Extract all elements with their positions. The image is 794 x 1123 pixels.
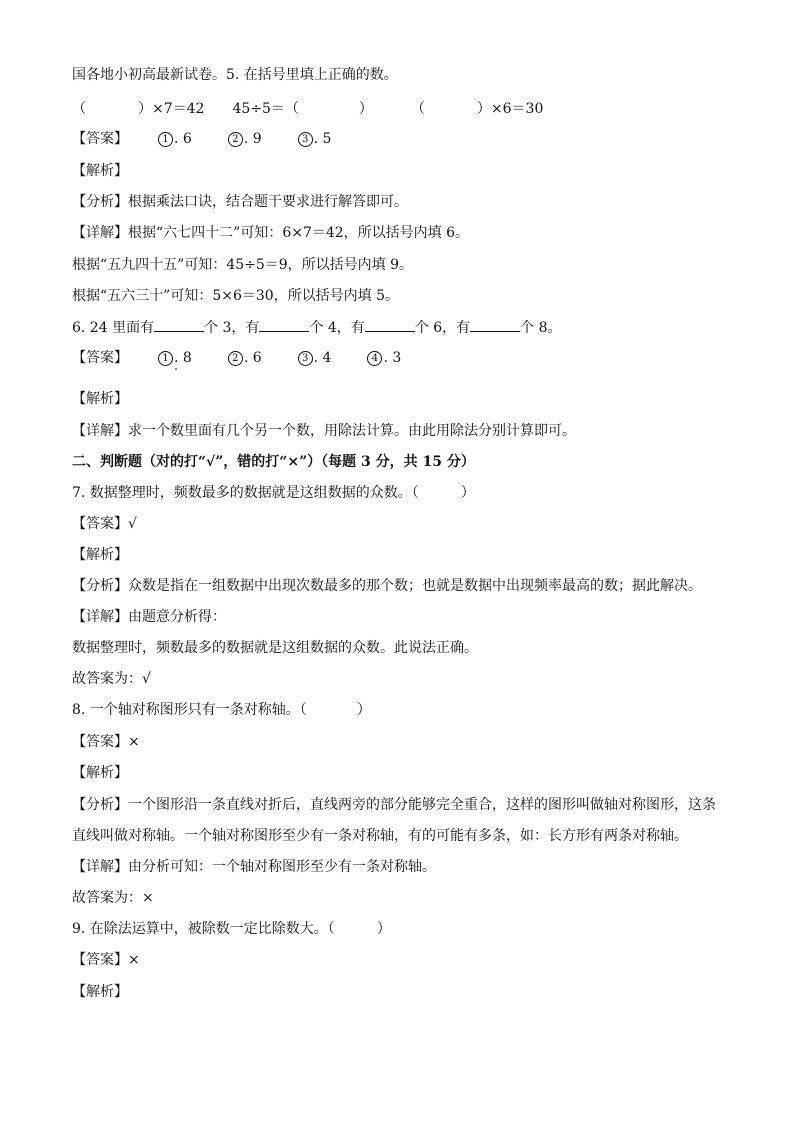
q6-part-5: 个 8。 [520, 320, 562, 336]
answer-tag: 【答案】 [72, 131, 128, 147]
circle-3: 3 [298, 132, 313, 147]
q9-question [72, 920, 391, 938]
circle-1: 1 [158, 132, 173, 147]
q9-close: ） [376, 921, 391, 937]
q6-answer [72, 349, 401, 367]
fenxi-tag: 【分析】 [72, 194, 128, 210]
q6-part-4: 个 6，有 [414, 320, 471, 336]
q5-answer-2: . 9 [243, 131, 262, 147]
answer-tag: 【答案】 [72, 516, 128, 532]
q6-detail [72, 422, 576, 440]
q6-question [72, 318, 562, 336]
q8-fenxi [72, 796, 716, 814]
q8-fenxi-line-2: 直线叫做对称轴。一个轴对称图形至少有一条对称轴，有的可能有多条，如：长方形有两条对称轴。 [72, 828, 688, 844]
eq3-close: ）×6＝30 [476, 101, 544, 117]
circle-2: 2 [228, 351, 243, 366]
q7-detail-text: 由题意分析得： [128, 609, 226, 625]
stray-dot [175, 368, 177, 370]
q6-part-1: 6. 24 里面有 [72, 320, 155, 336]
circle-2: 2 [228, 132, 243, 147]
q7-fenxi [72, 577, 702, 595]
q5-detail [72, 224, 469, 242]
eq1-open: （ [72, 101, 86, 117]
q5-detail-line-3: 根据“五六三十”可知：5×6＝30，所以括号内填 5。 [72, 288, 400, 304]
circle-3: 3 [298, 351, 313, 366]
q7-fenxi-text: 众数是指在一组数据中出现次数最多的那个数；也就是数据中出现频率最高的数；据此解决。 [128, 578, 702, 594]
q7-analysis-tag: 【解析】 [72, 547, 128, 563]
q6-blank-3 [365, 318, 415, 332]
q9-answer [72, 951, 140, 969]
eq1-close: ）×7＝42 [138, 101, 205, 117]
q5-detail-line-2: 根据“五九四十五”可知：45÷5＝9，所以括号内填 9。 [72, 257, 414, 273]
q7-detail [72, 608, 226, 626]
q7-text: 7. 数据整理时，频数最多的数据就是这组数据的众数。（ [72, 485, 419, 501]
q6-answer-3: . 4 [313, 350, 332, 366]
q7-answer-value: √ [128, 516, 137, 532]
q6-blank-4 [470, 318, 520, 332]
q9-answer-value: × [128, 952, 140, 968]
answer-tag: 【答案】 [72, 952, 128, 968]
q7-final: 故答案为：√ [72, 671, 151, 687]
q8-question [72, 701, 371, 719]
q8-answer [72, 733, 140, 751]
q6-part-3: 个 4，有 [309, 320, 365, 336]
q5-equations [72, 100, 543, 118]
q8-text: 8. 一个轴对称图形只有一条对称轴。（ [72, 702, 307, 718]
q8-analysis-tag: 【解析】 [72, 765, 128, 781]
q5-answer-1: . 6 [174, 131, 192, 147]
intro-line: 国各地小初高最新试卷。5. 在括号里填上正确的数。 [72, 67, 398, 83]
q5-fenxi-text: 根据乘法口诀，结合题干要求进行解答即可。 [128, 194, 408, 210]
q6-blank-2 [259, 318, 309, 332]
fenxi-tag: 【分析】 [72, 578, 128, 594]
q6-answer-4: . 3 [383, 350, 402, 366]
q8-close: ） [356, 702, 371, 718]
q5-answer-3: . 5 [313, 131, 332, 147]
circle-1: 1 [158, 351, 173, 366]
detail-tag: 【详解】 [72, 609, 128, 625]
eq2-open: 45÷5＝（ [232, 101, 299, 117]
detail-tag: 【详解】 [72, 225, 128, 241]
q9-analysis-tag: 【解析】 [72, 984, 128, 1000]
q7-answer [72, 515, 137, 533]
q5-detail-text: 根据“六七四十二”可知：6×7＝42，所以括号内填 6。 [128, 225, 470, 241]
eq3-open: （ [410, 101, 425, 117]
q9-text: 9. 在除法运算中，被除数一定比除数大。（ [72, 921, 335, 937]
answer-tag: 【答案】 [72, 734, 128, 750]
fenxi-tag: 【分析】 [72, 797, 128, 813]
q7-question [72, 484, 475, 502]
q6-answer-2: . 6 [243, 350, 262, 366]
q8-detail-text: 由分析可知：一个轴对称图形至少有一条对称轴。 [128, 859, 436, 875]
detail-tag: 【详解】 [72, 423, 128, 439]
detail-tag: 【详解】 [72, 859, 128, 875]
q6-blank-1 [154, 318, 204, 332]
circle-4: 4 [367, 351, 382, 366]
q6-answer-1: . 8 [174, 350, 192, 366]
q8-answer-value: × [128, 734, 140, 750]
q6-analysis-tag: 【解析】 [72, 391, 128, 407]
q8-detail [72, 858, 436, 876]
q7-detail-line-2: 数据整理时，频数最多的数据就是这组数据的众数。此说法正确。 [72, 640, 478, 656]
q8-final: 故答案为：× [72, 890, 154, 906]
q8-fenxi-text: 一个图形沿一条直线对折后，直线两旁的部分能够完全重合，这样的图形叫做轴对称图形，这条 [128, 797, 716, 813]
q6-detail-text: 求一个数里面有几个另一个数，用除法计算。由此用除法分别计算即可。 [128, 423, 576, 439]
eq2-close: ） [358, 101, 373, 117]
section-2-heading: 二、判断题（对的打“√”，错的打“×”）（每题 3 分，共 15 分） [72, 454, 475, 470]
q5-fenxi [72, 193, 408, 211]
q7-close: ） [460, 485, 475, 501]
q5-analysis-tag: 【解析】 [72, 163, 128, 179]
answer-tag: 【答案】 [72, 350, 128, 366]
q5-answer [72, 130, 331, 148]
q6-part-2: 个 3，有 [204, 320, 260, 336]
